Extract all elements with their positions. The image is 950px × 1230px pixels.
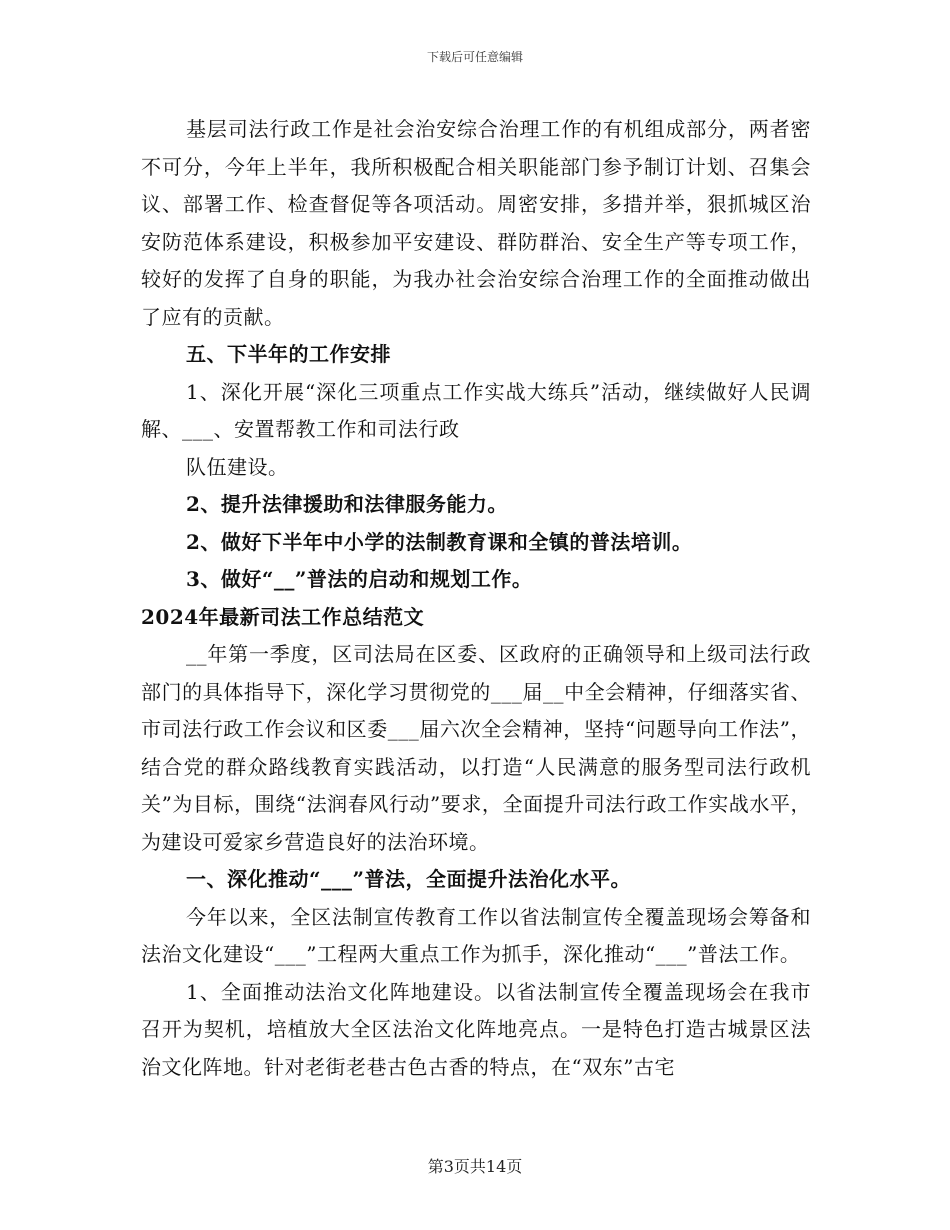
section-heading-one: 一、深化推动“___”普法，全面提升法治化水平。: [186, 867, 632, 891]
page-header-note: 下载后可任意编辑: [426, 50, 523, 64]
paragraph-judicial-admin: 基层司法行政工作是社会治安综合治理工作的有机组成部分，两者密不可分，今年上半年，我所积极配合相关职能部门参予制订计划、召集会议、部署工作、检查督促等各项活动。周密安排，多措并举，狠抓城区治安防范体系建设，积极参加平安建设、群防群治、安全生产等专项工作，较好的发挥了自身的职能，为我办社会治安综合治理工作的全面推动做出了应有的贡献。: [141, 117, 811, 329]
paragraph-legal-publicity: 今年以来，全区法制宣传教育工作以省法制宣传全覆盖现场会筹备和法治文化建设“___”工程两大重点工作为抓手，深化推动“___”普法工作。: [141, 904, 811, 966]
document-title: 2024年最新司法工作总结范文: [141, 604, 425, 629]
paragraph-first-quarter: __年第一季度，区司法局在区委、区政府的正确领导和上级司法行政部门的具体指导下，深化学习贯彻党的___届__中全会精神，仔细落实省、市司法行政工作会议和区委___届六次全会精神，坚持“问题导向工作法”，结合党的群众路线教育实践活动，以打造“人民满意的服务型司法行政机关”为目标，围绕“法润春风行动”要求，全面提升司法行政工作实战水平，为建设可爱家乡营造良好的法治环境。: [141, 642, 811, 854]
section-heading-five: 五、下半年的工作安排: [186, 342, 391, 366]
list-item-2b: 2、做好下半年中小学的法制教育课和全镇的普法培训。: [186, 529, 693, 554]
list-item-3: 3、做好“__”普法的启动和规划工作。: [186, 567, 533, 591]
list-item-1: 1、深化开展“深化三项重点工作实战大练兵”活动，继续做好人民调解、___、安置帮教工作和司法行政: [141, 379, 811, 441]
paragraph-culture-position: 1、全面推动法治文化阵地建设。以省法制宣传全覆盖现场会在我市召开为契机，培植放大全区法治文化阵地亮点。一是特色打造古城景区法治文化阵地。针对老街老巷古色古香的特点，在“双东”古宅: [141, 979, 811, 1079]
document-body: [141, 111, 811, 1086]
list-item-2a: 2、提升法律援助和法律服务能力。: [186, 492, 508, 516]
page-footer-number: 第3页共14页: [427, 1157, 523, 1176]
list-item-1-continued: 队伍建设。: [186, 454, 289, 479]
